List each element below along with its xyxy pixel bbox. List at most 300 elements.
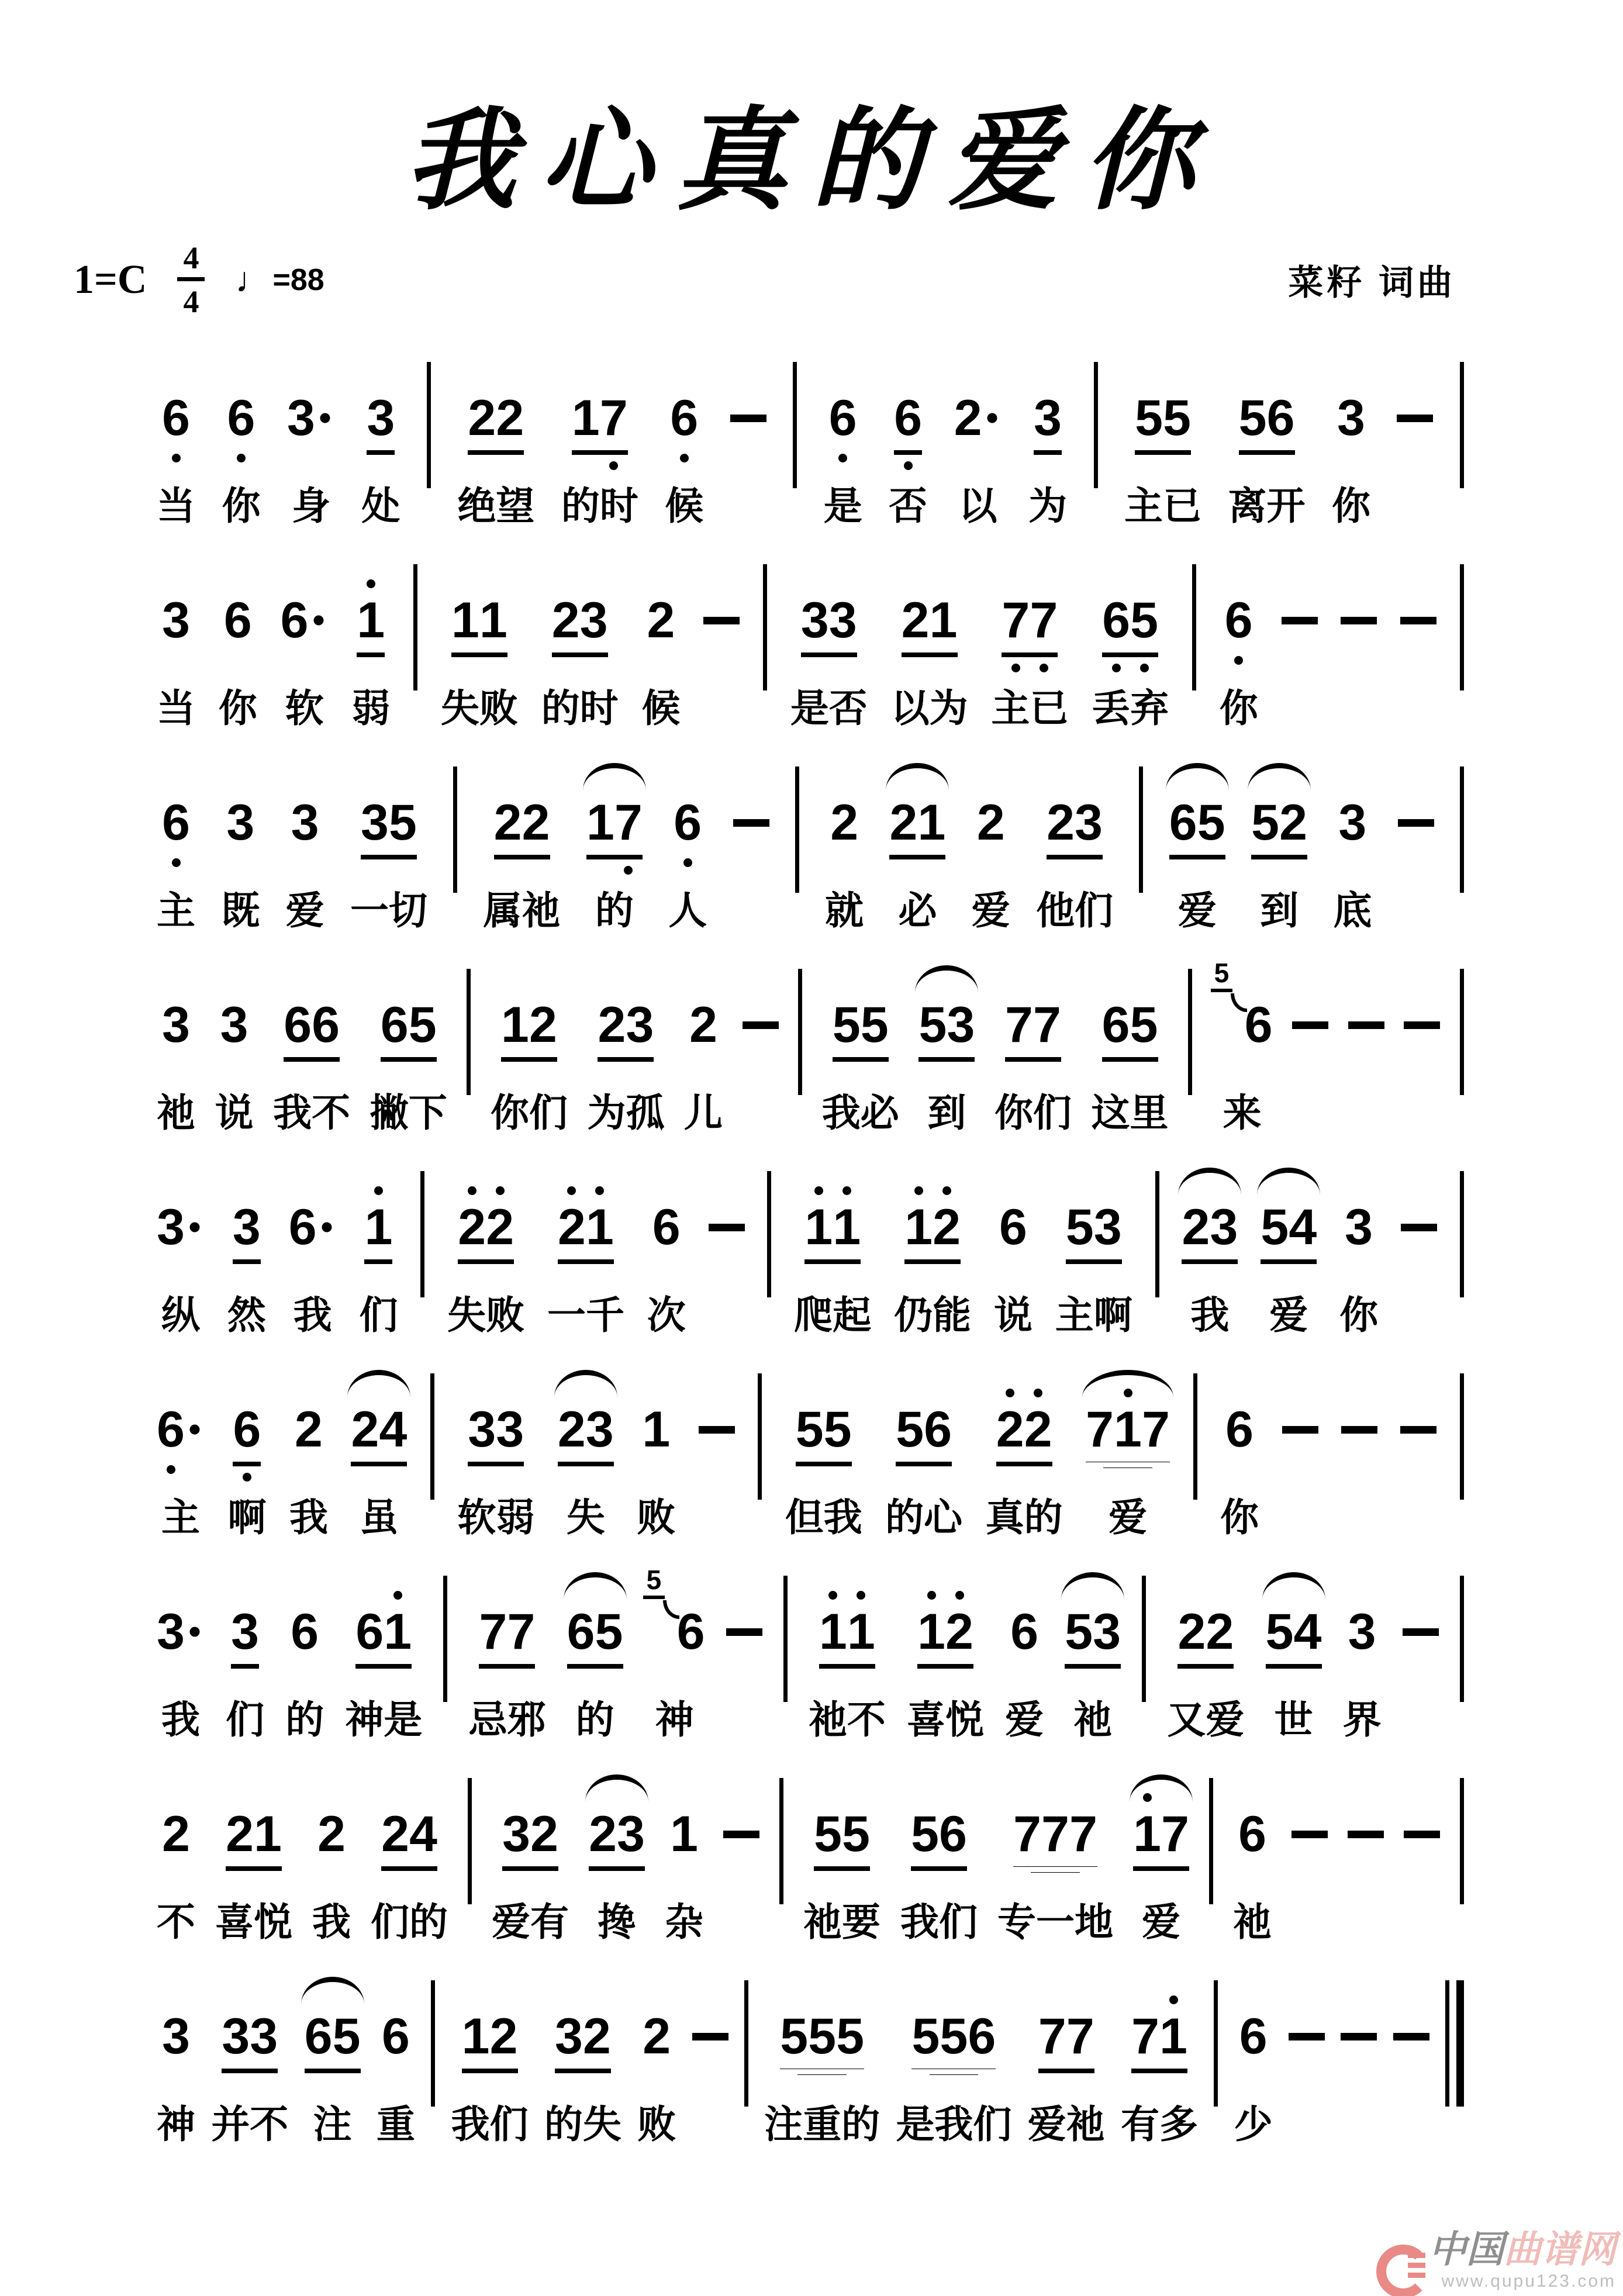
- octave-dot-empty: [842, 984, 851, 993]
- barline-cell: [1460, 980, 1464, 1150]
- octave-dot-empty: [911, 579, 920, 588]
- augmentation-dot: [315, 389, 335, 447]
- octave-dot-slot: [157, 1259, 185, 1275]
- octave-dot-empty: [398, 866, 407, 875]
- octave-dot-empty: [652, 1995, 661, 2004]
- note-token: [911, 1790, 967, 1890]
- note-digits: [674, 793, 702, 852]
- octave-dot-empty: [592, 2080, 601, 2088]
- lo-dots: [1239, 2069, 1268, 2084]
- octave-dot-slot: [381, 1065, 409, 1080]
- barline-cell: [783, 1587, 788, 1757]
- octave-dot-empty: [567, 1473, 576, 1482]
- octave-dot-slot: [162, 576, 190, 591]
- note-token: [670, 374, 698, 474]
- note-cell: [1220, 1385, 1259, 1541]
- octave-dot-slot: [389, 778, 417, 793]
- lyric: 神: [157, 2102, 195, 2146]
- octave-dot-slot: [670, 374, 698, 389]
- octave-dot-empty: [955, 1675, 964, 1684]
- hi-dots: [162, 374, 190, 389]
- note-digit: 1: [1114, 1401, 1142, 1458]
- octave-dot-empty: [236, 858, 245, 867]
- octave-dot-empty: [906, 1389, 914, 1397]
- octave-dot-empty: [987, 454, 996, 462]
- lyric: 专一地: [997, 1900, 1113, 1943]
- hi-dots: [355, 1587, 412, 1603]
- octave-dot: [172, 858, 181, 867]
- octave-dot-slot: [996, 1385, 1024, 1400]
- note-digit: 6: [380, 997, 409, 1053]
- octave-dot: [595, 1186, 604, 1195]
- lyric: 失: [566, 1496, 605, 1539]
- octave-dot-slot: [968, 2077, 996, 2093]
- hi-dots: [1337, 374, 1365, 389]
- note-token: [494, 778, 550, 879]
- octave-dot-empty: [167, 1591, 175, 1600]
- octave-dot-slot: [1239, 374, 1267, 389]
- note-token: [226, 1790, 282, 1890]
- octave-dot-empty: [1020, 1667, 1029, 1676]
- octave-dot-slot: [1267, 458, 1295, 473]
- hi-dots: [647, 576, 675, 591]
- note-cell: [1124, 374, 1201, 529]
- note-cell: [825, 778, 864, 934]
- beam-underline: [796, 1462, 852, 1466]
- lyric: 世: [1274, 1698, 1313, 1741]
- octave-dot-slot: [674, 778, 702, 793]
- note-digit: 6: [674, 795, 702, 851]
- lyric: 注重的: [764, 2102, 880, 2146]
- beam-underline: [357, 652, 385, 657]
- hi-dots: [1047, 778, 1103, 793]
- lo-dots: [162, 1057, 190, 1072]
- note-digit: 1: [904, 1199, 933, 1255]
- octave-dot-empty: [838, 664, 847, 672]
- octave-dot-slot: [911, 1992, 940, 2007]
- note-cell: [371, 1790, 448, 1945]
- octave-dot-slot: [381, 1790, 409, 1805]
- note-cell: [1092, 980, 1169, 1136]
- note-cell: [287, 374, 335, 529]
- note-digit: 1: [586, 795, 614, 851]
- octave-dot-slot: [490, 1992, 518, 2007]
- barline-cell: [744, 1992, 748, 2162]
- octave-dot-empty: [828, 1675, 837, 1684]
- note-digit: 3: [1345, 1199, 1373, 1255]
- time-signature: [177, 242, 205, 317]
- hi-dots: [1225, 1385, 1253, 1400]
- octave-dot-slot: [379, 1469, 407, 1484]
- lo-dots: [1251, 862, 1307, 878]
- octave-dot-slot: [162, 450, 190, 465]
- barline: [431, 1980, 435, 2107]
- octave-dot-slot: [1177, 1587, 1206, 1603]
- octave-dot-empty: [191, 1263, 199, 1272]
- lyric: 爱祂: [1027, 2102, 1105, 2146]
- note-digits: [1337, 389, 1365, 447]
- octave-dot-empty: [1249, 1995, 1258, 2004]
- octave-dot: [814, 1186, 823, 1195]
- note-digits: [479, 1603, 535, 1661]
- note-digit: 1: [642, 1401, 671, 1458]
- octave-dot-empty: [1111, 1068, 1120, 1077]
- note-digits: [977, 793, 1005, 852]
- octave-dot-slot: [1163, 374, 1191, 389]
- octave-dot-slot: [801, 576, 829, 591]
- lo-dots: [911, 1874, 967, 1889]
- note-digit: 2: [530, 1806, 558, 1862]
- hi-dots: [555, 1992, 611, 2007]
- octave-dot-empty: [857, 1675, 865, 1684]
- note-digits: [226, 1805, 282, 1863]
- note-digits: [1338, 793, 1366, 852]
- lo-dots: [381, 1065, 437, 1080]
- octave-dot-slot: [1338, 778, 1366, 793]
- note-digits: [281, 591, 329, 650]
- octave-dot-slot: [233, 1385, 261, 1400]
- slur-arc: [1130, 1774, 1193, 1802]
- lyric: 然: [227, 1293, 266, 1337]
- octave-dot-slot: [451, 660, 479, 675]
- octave-dot-empty: [510, 1068, 519, 1077]
- octave-dot-empty: [322, 1068, 330, 1077]
- note-digits: [896, 1400, 952, 1459]
- lo-dots: [1135, 458, 1191, 473]
- note-digit: 1: [384, 1604, 412, 1660]
- octave-dot-slot: [595, 1672, 623, 1687]
- note-digit: 5: [911, 2008, 940, 2064]
- octave-dot-slot: [233, 1469, 261, 1484]
- lo-dots: [674, 855, 702, 870]
- beam-underline: [451, 652, 507, 657]
- octave-dot-slot: [814, 1790, 842, 1805]
- barline: [1460, 767, 1464, 893]
- hi-dots: [227, 374, 255, 389]
- barline-cell: [413, 576, 417, 745]
- octave-dot-empty: [230, 1061, 239, 1069]
- grace-hook: [663, 1600, 679, 1619]
- beam-underline: [1266, 1664, 1322, 1669]
- note-digit: 2: [489, 2008, 518, 2064]
- octave-dot-empty: [241, 1675, 250, 1684]
- octave-dot-empty: [1023, 1793, 1032, 1802]
- note-digit: 1: [670, 1806, 698, 1862]
- octave-dot-slot: [357, 576, 385, 591]
- barline: [1188, 969, 1192, 1095]
- octave-dot-empty: [581, 461, 590, 470]
- note-digits: [381, 1805, 437, 1863]
- dash-cell: [743, 980, 779, 1084]
- octave-dot-slot: [222, 2076, 250, 2091]
- barline: [1460, 1778, 1464, 1904]
- octave-dot-slot: [287, 374, 315, 389]
- note-digits: [1047, 793, 1103, 852]
- octave-dot-slot: [309, 576, 329, 591]
- note-digits: [1066, 1198, 1122, 1256]
- hi-dots: [162, 980, 190, 996]
- lyric: 你: [1339, 1293, 1379, 1337]
- octave-dot-slot: [1294, 1672, 1322, 1687]
- octave-dot-empty: [241, 1591, 250, 1600]
- octave-dot-slot: [830, 778, 858, 793]
- note-digits: [558, 1198, 614, 1256]
- octave-dot-empty: [172, 782, 181, 790]
- note-cell: [885, 1385, 962, 1541]
- meta-left: [74, 242, 324, 317]
- octave-dot-slot: [1130, 1065, 1158, 1080]
- octave-dot-slot: [1002, 576, 1030, 591]
- octave-dot-slot: [917, 1587, 945, 1603]
- octave-dot: [1040, 664, 1048, 672]
- beam-underline: [502, 1866, 558, 1871]
- lyric: 你: [218, 686, 257, 730]
- note-digit: 3: [496, 1401, 524, 1458]
- octave-dot-slot: [317, 1259, 337, 1275]
- note-digit: 3: [800, 592, 829, 648]
- octave-dot-empty: [172, 1061, 181, 1069]
- dash-rest: [733, 819, 769, 827]
- note-digit: 6: [1239, 2008, 1268, 2064]
- barline: [1209, 1778, 1213, 1904]
- hi-dots: [1005, 980, 1061, 996]
- octave-dot-slot: [1338, 855, 1366, 870]
- octave-dot-slot: [1130, 660, 1158, 675]
- note-token: [222, 1992, 278, 2093]
- beam-underline: [567, 1664, 623, 1669]
- note-digit: 3: [579, 592, 608, 648]
- octave-dot-slot: [1075, 778, 1103, 793]
- octave-dot-empty: [589, 579, 598, 588]
- octave-dot-empty: [1023, 1879, 1032, 1887]
- barline: [793, 362, 797, 488]
- octave-dot-slot: [1114, 1470, 1142, 1486]
- hi-dots: [814, 1790, 870, 1805]
- octave-dot: [609, 461, 618, 470]
- lyric: 主: [161, 1496, 200, 1539]
- dash-cell: [1397, 374, 1433, 477]
- barline: [427, 362, 431, 488]
- lo-dots: [351, 1469, 407, 1484]
- note-digit: 6: [999, 1199, 1027, 1255]
- beam-underline: [305, 2069, 361, 2073]
- lyric: 的: [575, 1698, 614, 1741]
- octave-dot-slot: [1206, 1587, 1234, 1603]
- final-barline-thick: [1456, 1980, 1464, 2107]
- dash-cell: [1403, 1587, 1439, 1691]
- octave-dot-empty: [1139, 1068, 1148, 1077]
- note-digits: [494, 793, 550, 852]
- octave-dot-empty: [191, 1465, 199, 1474]
- note-token: [814, 1790, 870, 1890]
- lyric: 我必: [821, 1091, 899, 1134]
- octave-dot-empty: [1254, 984, 1263, 993]
- octave-dot-empty: [636, 984, 644, 993]
- octave-dot-empty: [949, 1877, 958, 1886]
- octave-dot-slot: [836, 1992, 864, 2007]
- lyric: 神是: [345, 1698, 423, 1741]
- beam-underline: [1002, 652, 1058, 657]
- octave-dot-empty: [1276, 461, 1285, 470]
- lo-dots: [814, 1874, 870, 1889]
- dash-cell: [692, 1992, 728, 2095]
- octave-dot-empty: [506, 461, 514, 470]
- note-cell: [492, 1790, 569, 1945]
- octave-dot-slot: [801, 660, 829, 675]
- note-cell: [794, 1183, 871, 1338]
- octave-dot-empty: [290, 579, 299, 588]
- lo-dots: [1345, 1259, 1373, 1275]
- octave-dot-empty: [561, 579, 570, 588]
- note-digits: [904, 1198, 961, 1256]
- octave-dot-slot: [502, 1790, 530, 1805]
- octave-dot: [1011, 664, 1020, 672]
- octave-dot-empty: [365, 1675, 374, 1684]
- note-cell: [1167, 1587, 1244, 1743]
- octave-dot-empty: [398, 782, 407, 790]
- barline-cell: [431, 1992, 435, 2162]
- octave-dot-slot: [233, 1183, 261, 1198]
- note-digit: 1: [917, 1604, 945, 1660]
- octave-dot-empty: [172, 2072, 181, 2081]
- octave-dot-empty: [370, 866, 379, 875]
- octave-dot-slot: [355, 1587, 384, 1603]
- octave-dot: [367, 579, 375, 588]
- lo-dots: [689, 1057, 717, 1072]
- octave-dot-slot: [162, 1866, 190, 1881]
- octave-dot-slot: [479, 1587, 507, 1603]
- lyric: 次: [647, 1293, 686, 1337]
- note-token: [1005, 980, 1061, 1081]
- octave-dot-empty: [1358, 1591, 1366, 1600]
- dash-rest: [1348, 1021, 1384, 1029]
- octave-dot-empty: [680, 377, 689, 386]
- octave-dot-slot: [333, 2076, 361, 2091]
- lyric: 的: [595, 889, 634, 932]
- note-digit: 5: [1130, 997, 1158, 1053]
- octave-dot-slot: [162, 855, 190, 870]
- octave-dot-empty: [1014, 984, 1023, 993]
- octave-dot-slot: [847, 1587, 875, 1603]
- score-line: [157, 576, 1464, 745]
- note-digits: [462, 2007, 518, 2066]
- note-token: [586, 778, 643, 879]
- song-title: 我心真的爱你: [404, 95, 1218, 225]
- octave-dot-empty: [531, 782, 540, 790]
- octave-dot-slot: [674, 855, 702, 870]
- note-token: [162, 1992, 190, 2093]
- lo-dots: [1034, 458, 1062, 473]
- barline: [1214, 1980, 1218, 2107]
- octave-dot-slot: [824, 1469, 852, 1484]
- octave-dot-empty: [657, 656, 665, 665]
- note-digits: [677, 1603, 705, 1661]
- octave-dot-empty: [517, 1675, 526, 1684]
- note-digits: [917, 1603, 973, 1661]
- hi-dots: [830, 778, 858, 793]
- lo-dots: [677, 1664, 705, 1679]
- octave-dot-slot: [1238, 1866, 1266, 1881]
- octave-dot-empty: [1075, 1270, 1084, 1279]
- dash-rest: [692, 2033, 728, 2040]
- beam-underline: [1065, 1664, 1121, 1669]
- barline-cell: [798, 980, 802, 1150]
- octave-dot-empty: [1143, 1877, 1152, 1886]
- note-digits: [355, 1603, 412, 1661]
- lo-dots: [281, 652, 329, 668]
- note-cell: [1251, 778, 1307, 934]
- octave-dot-slot: [1047, 778, 1075, 793]
- octave-dot-slot: [409, 1065, 437, 1080]
- note-digit: 3: [226, 795, 255, 851]
- note-cell: [211, 1992, 288, 2147]
- barline-cell: [1094, 374, 1098, 543]
- note-token: [162, 778, 190, 879]
- note-cell: [377, 1992, 415, 2147]
- lyric: 你: [1331, 484, 1370, 527]
- octave-dot-slot: [647, 576, 675, 591]
- octave-dot-empty: [790, 2081, 799, 2090]
- note-cell: [994, 1183, 1032, 1338]
- octave-dot-empty: [1009, 1186, 1017, 1195]
- octave-dot-empty: [260, 2080, 268, 2088]
- octave-dot-empty: [1079, 1879, 1088, 1887]
- note-cell: [587, 980, 664, 1136]
- note-digit: 1: [929, 592, 958, 648]
- note-digit: 2: [1182, 1199, 1210, 1255]
- barline: [1460, 564, 1464, 690]
- hi-dots: [1338, 778, 1366, 793]
- barline: [744, 1980, 748, 2107]
- lyric: 神: [655, 1698, 694, 1741]
- note-cell: [215, 980, 254, 1136]
- note-digits: [458, 1198, 514, 1256]
- note-token: [567, 1587, 623, 1688]
- octave-dot-slot: [496, 458, 524, 473]
- hi-dots: [462, 1992, 518, 2007]
- beam-underline: [1038, 2069, 1094, 2073]
- octave-dot-slot: [894, 374, 922, 389]
- octave-dot-empty: [1141, 1995, 1150, 2004]
- note-token: [227, 374, 255, 474]
- note-token: [589, 1790, 645, 1890]
- dash-cell: [699, 1385, 735, 1489]
- barline-cell: [1139, 778, 1143, 948]
- note-digit: 3: [502, 1806, 530, 1862]
- note-token: [468, 1385, 524, 1486]
- beam-underline: [1102, 1057, 1158, 1062]
- note-digit: 2: [954, 390, 982, 446]
- note-digit: 7: [1142, 1401, 1170, 1458]
- barline: [1460, 362, 1464, 488]
- beam-underline-2: [1031, 1872, 1080, 1873]
- note-digit: 6: [676, 1604, 705, 1660]
- octave-dot-slot: [1159, 2076, 1187, 2091]
- note-cell: [157, 1587, 205, 1743]
- lyric: 爱: [1005, 1698, 1044, 1741]
- octave-dot-slot: [287, 450, 315, 465]
- barline: [430, 1373, 434, 1500]
- octave-dot-slot: [1161, 1874, 1189, 1889]
- note-digit: 5: [1130, 592, 1159, 648]
- note-digit: 6: [1224, 592, 1253, 648]
- beam-underline: [468, 450, 524, 455]
- octave-dot: [167, 1465, 175, 1474]
- lo-dots: [157, 1462, 205, 1477]
- augmentation-dot: [982, 389, 1002, 447]
- octave-dot-empty: [365, 1591, 374, 1600]
- note-token: [642, 1385, 670, 1486]
